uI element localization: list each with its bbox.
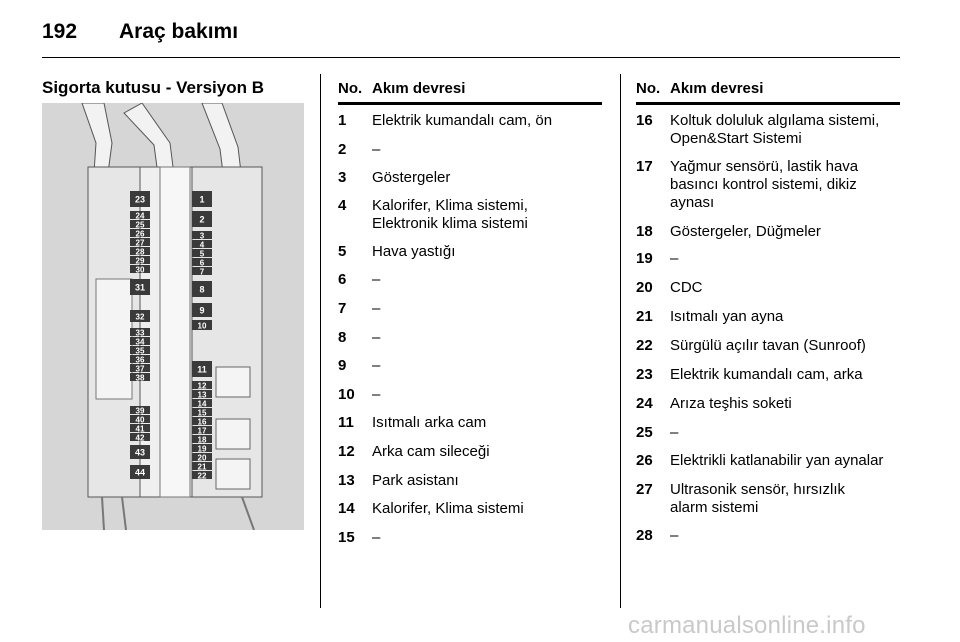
- fuse-label: 8: [199, 284, 205, 295]
- description-line: Hava yastığı: [372, 243, 456, 260]
- fuse-number: 7: [338, 300, 347, 317]
- circuit-description: [670, 337, 900, 355]
- fuse-label: 11: [197, 364, 207, 375]
- circuit-description: [670, 366, 900, 384]
- fuse-label: 26: [135, 229, 145, 239]
- circuit-description: [372, 443, 602, 461]
- header-no: No.: [338, 80, 363, 97]
- description-line: CDC: [670, 279, 703, 296]
- circuit-description: [372, 472, 602, 490]
- fuse-label: 9: [199, 305, 205, 316]
- fuse-label: 33: [135, 328, 145, 338]
- fuse-label: 18: [197, 435, 207, 445]
- fuse-label: 43: [134, 447, 146, 458]
- fuse-label: 30: [135, 265, 145, 275]
- fuse-number: 21: [636, 308, 653, 325]
- circuit-description: [372, 141, 602, 159]
- header-circuit: Akım devresi: [670, 80, 764, 97]
- circuit-description: [670, 250, 900, 268]
- column-divider-1: [320, 74, 321, 608]
- fuse-box-illustration: [42, 103, 304, 530]
- fuse-number: 22: [636, 337, 653, 354]
- fuse-label: 32: [135, 312, 145, 322]
- section-title: Sigorta kutusu - Versiyon B: [42, 78, 264, 97]
- fuse-number: 26: [636, 452, 653, 469]
- description-line: –: [372, 300, 381, 317]
- circuit-description: [372, 529, 602, 547]
- description-line: –: [372, 141, 381, 158]
- description-line: Arıza teşhis soketi: [670, 395, 792, 412]
- table-row: [636, 158, 900, 212]
- circuit-description: [372, 112, 602, 130]
- circuit-description: [372, 271, 602, 289]
- circuit-description: [372, 243, 602, 261]
- fuse-number: 17: [636, 158, 653, 175]
- fuse-label: 12: [197, 381, 207, 391]
- circuit-description: [670, 158, 900, 212]
- fuse-label: 23: [134, 194, 146, 205]
- page-number: 192: [42, 20, 78, 43]
- description-line: Isıtmalı arka cam: [372, 414, 487, 431]
- fuse-number: 19: [636, 250, 653, 267]
- fuse-label: 39: [135, 406, 145, 416]
- description-line: Arka cam sileceği: [372, 443, 490, 460]
- table-row: [636, 481, 900, 517]
- fuse-number: 3: [338, 169, 347, 186]
- fuse-label: 4: [199, 240, 205, 250]
- fuse-number: 28: [636, 527, 653, 544]
- fuse-number: 10: [338, 386, 355, 403]
- fuse-number: 6: [338, 271, 347, 288]
- fuse-label: 24: [135, 211, 145, 221]
- circuit-description: [372, 329, 602, 347]
- circuit-description: [372, 500, 602, 518]
- table-row: [338, 414, 602, 432]
- circuit-description: [670, 112, 900, 148]
- fuse-label: 7: [199, 267, 205, 277]
- fuse-label: 5: [199, 249, 205, 259]
- description-line: Elektrikli katlanabilir yan aynalar: [670, 452, 884, 469]
- circuit-description: [670, 452, 900, 470]
- circuit-description: [670, 223, 900, 241]
- fuse-label: 6: [199, 258, 205, 268]
- description-line: –: [372, 386, 381, 403]
- fuse-label: 22: [197, 471, 207, 481]
- fuse-label: 14: [197, 399, 207, 409]
- table-row: [338, 500, 602, 518]
- circuit-description: [670, 481, 900, 517]
- header-circuit: Akım devresi: [372, 80, 466, 97]
- description-line: Göstergeler: [372, 169, 451, 186]
- fuse-label: 40: [135, 415, 145, 425]
- table-row: [636, 452, 900, 470]
- fuse-label: 3: [199, 231, 205, 241]
- fuse-number: 24: [636, 395, 653, 412]
- circuit-description: [372, 169, 602, 187]
- description-line: –: [372, 271, 381, 288]
- circuit-description: [670, 308, 900, 326]
- fuse-number: 11: [338, 414, 354, 431]
- fuse-number: 5: [338, 243, 347, 260]
- fuse-table-right: [636, 80, 900, 105]
- fuse-label: 16: [197, 417, 207, 427]
- table-row: [338, 529, 602, 547]
- description-line: –: [372, 329, 381, 346]
- fuse-label: 28: [135, 247, 145, 257]
- fuse-number: 12: [338, 443, 355, 460]
- fuse-label: 17: [197, 426, 207, 436]
- description-line: –: [372, 357, 381, 374]
- column-divider-2: [620, 74, 621, 608]
- fuse-label: 41: [135, 424, 145, 434]
- description-line: Elektrik kumandalı cam, arka: [670, 366, 863, 383]
- description-line: Koltuk doluluk algılama sistemi,: [670, 112, 880, 129]
- table-row: [338, 243, 602, 261]
- description-line: Isıtmalı yan ayna: [670, 308, 784, 325]
- fuse-number: 14: [338, 500, 355, 517]
- table-row: [636, 424, 900, 442]
- description-line: Park asistanı: [372, 472, 459, 489]
- fuse-number: 20: [636, 279, 653, 296]
- table-row: [636, 337, 900, 355]
- circuit-description: [670, 395, 900, 413]
- fuse-number: 4: [338, 197, 347, 214]
- table-row: [338, 300, 602, 318]
- table-row: [636, 395, 900, 413]
- table-row: [636, 527, 900, 545]
- fuse-number: 15: [338, 529, 355, 546]
- description-line: alarm sistemi: [670, 499, 759, 516]
- table-row: [338, 329, 602, 347]
- description-line: Open&Start Sistemi: [670, 130, 802, 147]
- table-row: [338, 141, 602, 159]
- table-row: [338, 169, 602, 187]
- header-divider: [42, 57, 900, 58]
- description-line: –: [670, 250, 679, 267]
- table-row: [636, 366, 900, 384]
- description-line: basıncı kontrol sistemi, dikiz: [670, 176, 857, 193]
- table-row: [338, 112, 602, 130]
- circuit-description: [670, 527, 900, 545]
- fuse-label: 13: [197, 390, 207, 400]
- circuit-description: [372, 300, 602, 318]
- fuse-number: 23: [636, 366, 653, 383]
- table-row: [636, 112, 900, 148]
- description-line: Sürgülü açılır tavan (Sunroof): [670, 337, 866, 354]
- fuse-label: 2: [199, 214, 205, 225]
- description-line: –: [670, 424, 679, 441]
- description-line: –: [670, 527, 679, 544]
- fuse-number: 9: [338, 357, 347, 374]
- fuse-label: 44: [134, 467, 146, 478]
- circuit-description: [372, 414, 602, 432]
- table-row: [636, 308, 900, 326]
- fuse-label: 37: [135, 364, 145, 374]
- circuit-description: [372, 386, 602, 404]
- description-line: Elektrik kumandalı cam, ön: [372, 112, 553, 129]
- fuse-number: 25: [636, 424, 653, 441]
- table-row: [338, 443, 602, 461]
- description-line: Kalorifer, Klima sistemi,: [372, 197, 528, 214]
- circuit-description: [372, 357, 602, 375]
- fuse-label: 25: [135, 220, 145, 230]
- fuse-label: 10: [197, 321, 207, 331]
- fuse-number: 8: [338, 329, 347, 346]
- fuse-label: 20: [197, 453, 207, 463]
- fuse-number: 16: [636, 112, 653, 129]
- table-row: [338, 386, 602, 404]
- watermark: carmanualsonline.info: [628, 612, 866, 639]
- fuse-label: 31: [134, 282, 146, 293]
- fuse-label: 42: [135, 433, 145, 443]
- description-line: Ultrasonik sensör, hırsızlık: [670, 481, 846, 498]
- fuse-number: 13: [338, 472, 355, 489]
- fuse-number: 2: [338, 141, 347, 158]
- fuse-label: 1: [199, 194, 205, 205]
- fuse-table-left: [338, 80, 602, 105]
- table-row: [338, 271, 602, 289]
- table-row: [636, 279, 900, 297]
- fuse-number: 18: [636, 223, 653, 240]
- fuse-label: 34: [135, 337, 145, 347]
- description-line: –: [372, 529, 381, 546]
- fuse-label: 29: [135, 256, 145, 266]
- description-line: aynası: [670, 194, 715, 211]
- fuse-number: 27: [636, 481, 653, 498]
- table-row: [636, 223, 900, 241]
- table-row: [338, 472, 602, 490]
- fuse-label: 15: [197, 408, 207, 418]
- fuse-box-diagram: [42, 103, 304, 530]
- table-header: [338, 80, 602, 105]
- fuse-label: 38: [135, 373, 145, 383]
- header-no: No.: [636, 80, 661, 97]
- fuse-label: 21: [197, 462, 207, 472]
- fuse-label: 27: [135, 238, 145, 248]
- circuit-description: [670, 279, 900, 297]
- description-line: Kalorifer, Klima sistemi: [372, 500, 524, 517]
- fuse-label: 36: [135, 355, 145, 365]
- table-row: [338, 197, 602, 233]
- table-header: [636, 80, 900, 105]
- circuit-description: [670, 424, 900, 442]
- description-line: Elektronik klima sistemi: [372, 215, 528, 232]
- fuse-label: 35: [135, 346, 145, 356]
- fuse-label: 19: [197, 444, 207, 454]
- circuit-description: [372, 197, 602, 233]
- description-line: Göstergeler, Düğmeler: [670, 223, 821, 240]
- page-title: Araç bakımı: [119, 20, 239, 43]
- description-line: Yağmur sensörü, lastik hava: [670, 158, 859, 175]
- table-row: [636, 250, 900, 268]
- fuse-number: 1: [338, 112, 347, 129]
- table-row: [338, 357, 602, 375]
